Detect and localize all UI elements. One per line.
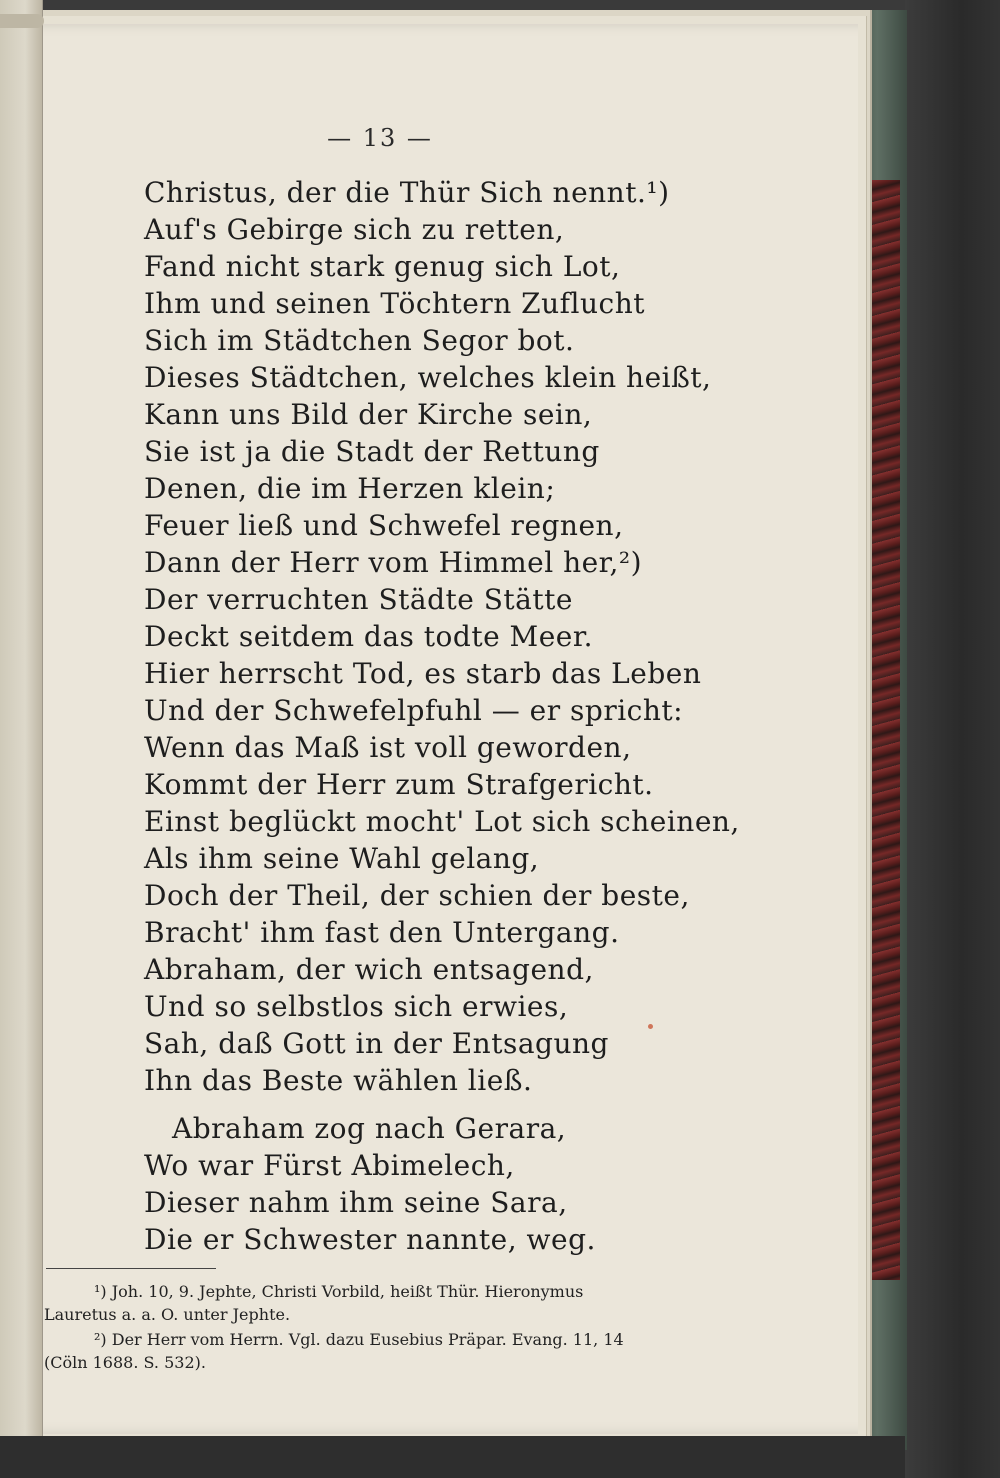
verse-line: Kommt der Herr zum Strafgericht. xyxy=(144,768,654,801)
background-right xyxy=(905,0,1000,1478)
book-page xyxy=(0,24,858,1434)
verse-line: Sich im Städtchen Segor bot. xyxy=(144,324,575,357)
verse-line: Dieses Städtchen, welches klein heißt, xyxy=(144,361,712,394)
verse-line: Als ihm seine Wahl gelang, xyxy=(144,842,540,875)
verse-line: Dieser nahm ihm seine Sara, xyxy=(144,1186,568,1219)
footnote-rule xyxy=(46,1268,216,1269)
verse-line: Der verruchten Städte Stätte xyxy=(144,583,573,616)
verse-line: Dann der Herr vom Himmel her,²) xyxy=(144,546,643,579)
verse-line: Hier herrscht Tod, es starb das Leben xyxy=(144,657,702,690)
verse-line: Fand nicht stark genug sich Lot, xyxy=(144,250,621,283)
verse-line: Abraham zog nach Gerara, xyxy=(172,1112,567,1145)
verse-line: Wenn das Maß ist voll geworden, xyxy=(144,731,632,764)
page-number: — 13 — xyxy=(327,124,433,152)
footnote-line: ²) Der Herr vom Herrn. Vgl. dazu Eusebius Präpar. Evang. 11, 14 xyxy=(94,1330,624,1349)
verse-line: Deckt seitdem das todte Meer. xyxy=(144,620,594,653)
verse-line: Abraham, der wich entsagend, xyxy=(144,953,594,986)
footnote-line: (Cöln 1688. S. 532). xyxy=(44,1353,206,1372)
verse-line: Die er Schwester nannte, weg. xyxy=(144,1223,596,1256)
verse-line: Denen, die im Herzen klein; xyxy=(144,472,556,505)
verse-line: Einst beglückt mocht' Lot sich scheinen, xyxy=(144,805,740,838)
verse-line: Ihm und seinen Töchtern Zuflucht xyxy=(144,287,645,320)
verse-line: Kann uns Bild der Kirche sein, xyxy=(144,398,593,431)
verse-line: Sah, daß Gott in der Entsagung xyxy=(144,1027,609,1060)
verse-line: Bracht' ihm fast den Untergang. xyxy=(144,916,620,949)
background-bottom xyxy=(0,1436,905,1478)
verse-line: Und so selbstlos sich erwies, xyxy=(144,990,569,1023)
verse-line: Und der Schwefelpfuhl — er spricht: xyxy=(144,694,684,727)
verse-line: Doch der Theil, der schien der beste, xyxy=(144,879,690,912)
footnote-line: ¹) Joh. 10, 9. Jephte, Christi Vorbild, heißt Thür. Hieronymus xyxy=(94,1282,584,1301)
verse-line: Wo war Fürst Abimelech, xyxy=(144,1149,515,1182)
verse-line: Sie ist ja die Stadt der Rettung xyxy=(144,435,600,468)
verse-line: Christus, der die Thür Sich nennt.¹) xyxy=(144,176,670,209)
ink-spot xyxy=(648,1024,653,1029)
marbled-page-edge xyxy=(870,180,900,1280)
verse-line: Auf's Gebirge sich zu retten, xyxy=(144,213,565,246)
left-page-edge xyxy=(0,0,43,1478)
verse-line: Feuer ließ und Schwefel regnen, xyxy=(144,509,624,542)
verse-line: Ihn das Beste wählen ließ. xyxy=(144,1064,533,1097)
footnote-line: Lauretus a. a. O. unter Jephte. xyxy=(44,1305,291,1324)
left-page-curl xyxy=(0,14,44,28)
